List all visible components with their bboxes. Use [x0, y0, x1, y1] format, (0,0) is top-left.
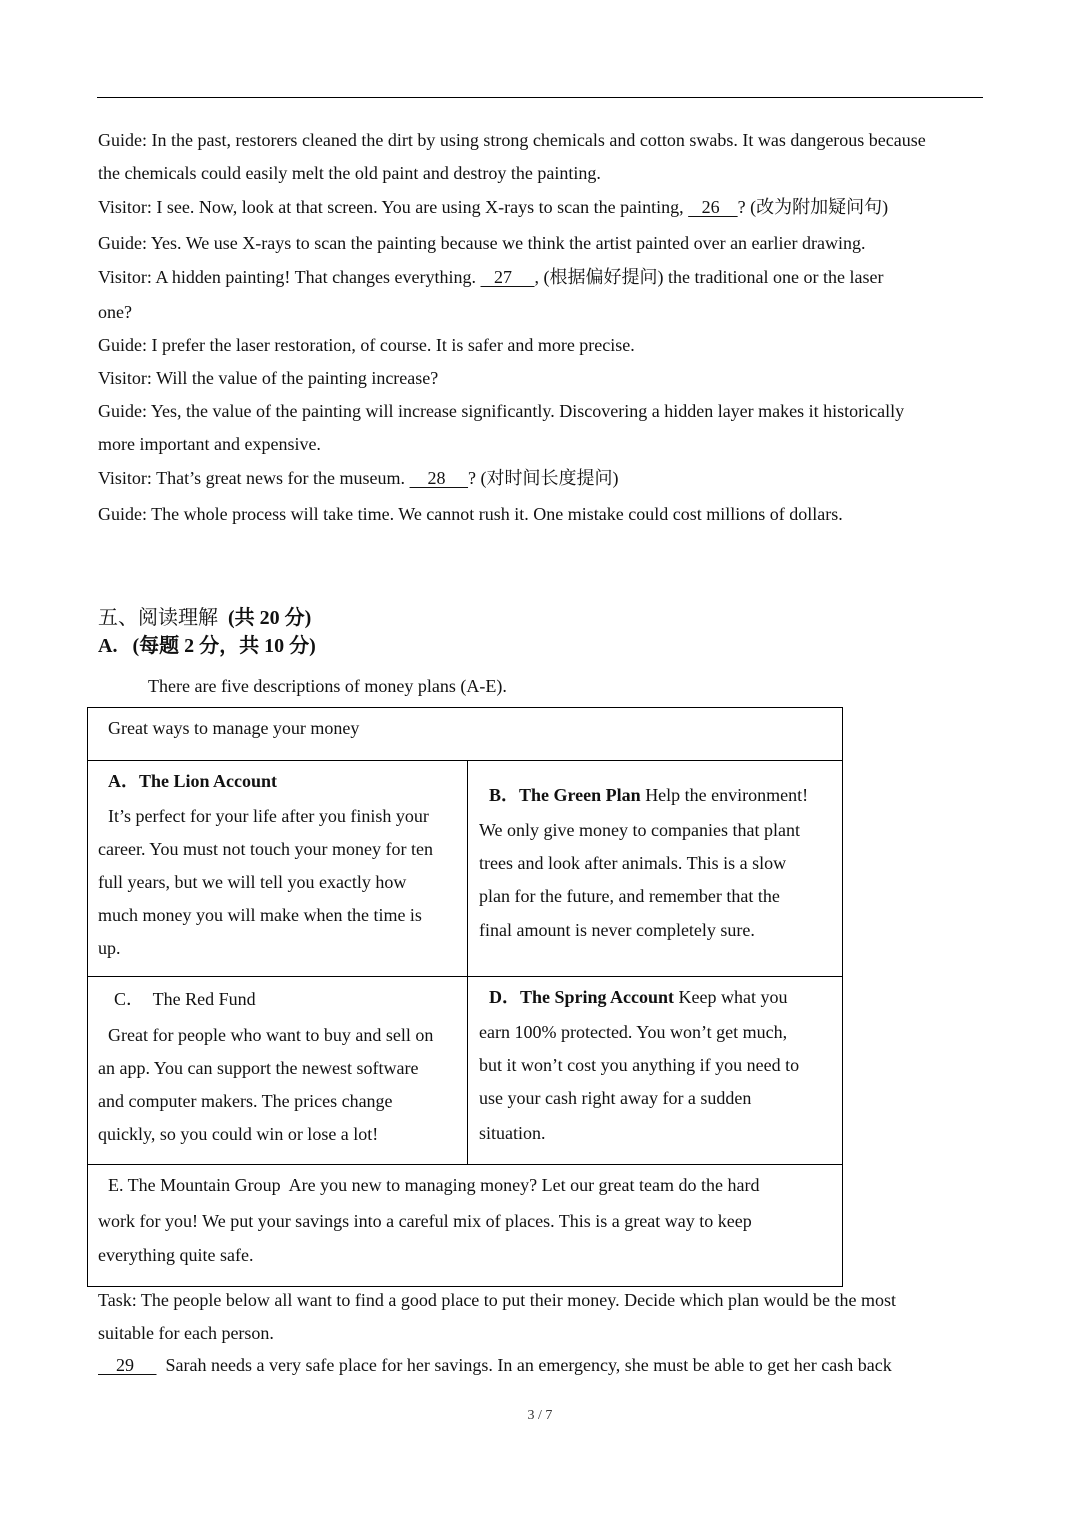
- question-29: 29 Sarah needs a very safe place for her savings. In an emergency, she must be able to get her cash back: [98, 1355, 892, 1375]
- plan-a-line: full years, but we will tell you exactly how: [98, 872, 407, 892]
- dialogue-line-5: Visitor: A hidden painting! That changes everything. 27 , (根据偏好提问) the traditional one or the laser: [98, 267, 884, 287]
- task-line-1: Task: The people below all want to find a good place to put their money. Decide which plan would be the most: [98, 1290, 897, 1310]
- plan-b-first-line: B．The Green Plan Help the environment!: [489, 785, 809, 805]
- dialogue-line-6: one?: [98, 302, 132, 322]
- table-border-right: [842, 707, 843, 1287]
- plan-b-title: B．The Green Plan: [489, 785, 641, 805]
- plan-d-line: earn 100% protected. You won’t get much,: [479, 1022, 788, 1042]
- dialogue-line-9: Guide: Yes, the value of the painting will increase significantly. Discovering a hidden layer makes it historically: [98, 401, 905, 421]
- dialogue-line-8: Visitor: Will the value of the painting increase?: [98, 368, 439, 388]
- plan-a-line: much money you will make when the time is: [98, 905, 422, 925]
- header-rule: [97, 97, 983, 98]
- answer-blank-28[interactable]: 28: [409, 468, 469, 488]
- dialogue-line-10: more important and expensive.: [98, 434, 321, 454]
- plan-d-title: D．The Spring Account: [489, 987, 675, 1007]
- page-number: 3 / 7: [527, 1408, 553, 1423]
- plan-c-line: quickly, so you could win or lose a lot!: [98, 1124, 379, 1144]
- plan-a-line: It’s perfect for your life after you finish your: [108, 806, 429, 826]
- answer-blank-26[interactable]: 26: [688, 197, 738, 217]
- plan-c-line: Great for people who want to buy and sell on: [108, 1025, 434, 1045]
- dialogue-line-2: the chemicals could easily melt the old paint and destroy the painting.: [98, 163, 601, 183]
- plan-d-line: use your cash right away for a sudden: [479, 1088, 752, 1108]
- plan-d-line: but it won’t cost you anything if you need to: [479, 1055, 800, 1075]
- dialogue-line-4: Guide: Yes. We use X-rays to scan the painting because we think the artist painted over an earlier drawing.: [98, 233, 866, 253]
- part-title: A. (每题 2 分，共 10 分): [98, 635, 316, 657]
- table-border-row1: [87, 760, 843, 761]
- dialogue-line-12: Guide: The whole process will take time. We cannot rush it. One mistake could cost millions of dollars.: [98, 504, 843, 524]
- plan-e-line: everything quite safe.: [98, 1245, 254, 1265]
- plan-a-line: career. You must not touch your money for ten: [98, 839, 433, 859]
- plan-c-line: an app. You can support the newest software: [98, 1058, 419, 1078]
- answer-blank-27[interactable]: 27: [480, 267, 535, 287]
- task-line-2: suitable for each person.: [98, 1323, 274, 1343]
- table-border-row3: [87, 1164, 843, 1165]
- table-border-row2: [87, 976, 843, 977]
- plan-d-line: situation.: [479, 1123, 546, 1143]
- dialogue-line-11: Visitor: That’s great news for the museum. 28 ? (对时间长度提问): [98, 468, 619, 488]
- plan-b-line: plan for the future, and remember that the: [479, 886, 780, 906]
- plan-a-title: A．The Lion Account: [108, 771, 278, 791]
- plan-c-line: and computer makers. The prices change: [98, 1091, 393, 1111]
- dialogue-line-1: Guide: In the past, restorers cleaned the dirt by using strong chemicals and cotton swabs. It was dangerous because: [98, 130, 926, 150]
- plan-d-first-line: D．The Spring Account Keep what you: [489, 987, 788, 1007]
- section-title: 五、阅读理解 (共 20 分): [98, 607, 312, 629]
- plan-c-title: C． The Red Fund: [114, 989, 256, 1009]
- table-border-left: [87, 707, 88, 1287]
- table-border-top: [87, 707, 843, 708]
- plan-b-line: final amount is never completely sure.: [479, 920, 755, 940]
- table-border-middle: [467, 760, 468, 1165]
- answer-blank-29[interactable]: 29: [98, 1355, 157, 1375]
- dialogue-line-7: Guide: I prefer the laser restoration, of course. It is safer and more precise.: [98, 335, 635, 355]
- table-border-bottom: [87, 1286, 843, 1287]
- plan-a-line: up.: [98, 938, 121, 958]
- table-header: Great ways to manage your money: [108, 718, 360, 738]
- plan-e-line: E. The Mountain Group Are you new to managing money? Let our great team do the hard: [108, 1175, 760, 1195]
- plan-e-line: work for you! We put your savings into a careful mix of places. This is a great way to keep: [98, 1211, 752, 1231]
- dialogue-line-3: Visitor: I see. Now, look at that screen. You are using X-rays to scan the painting, 26 ? (改为附加疑问句): [98, 197, 889, 217]
- plan-b-line: We only give money to companies that plant: [479, 820, 800, 840]
- section-intro: There are five descriptions of money plans (A-E).: [148, 676, 507, 696]
- plan-b-line: trees and look after animals. This is a slow: [479, 853, 787, 873]
